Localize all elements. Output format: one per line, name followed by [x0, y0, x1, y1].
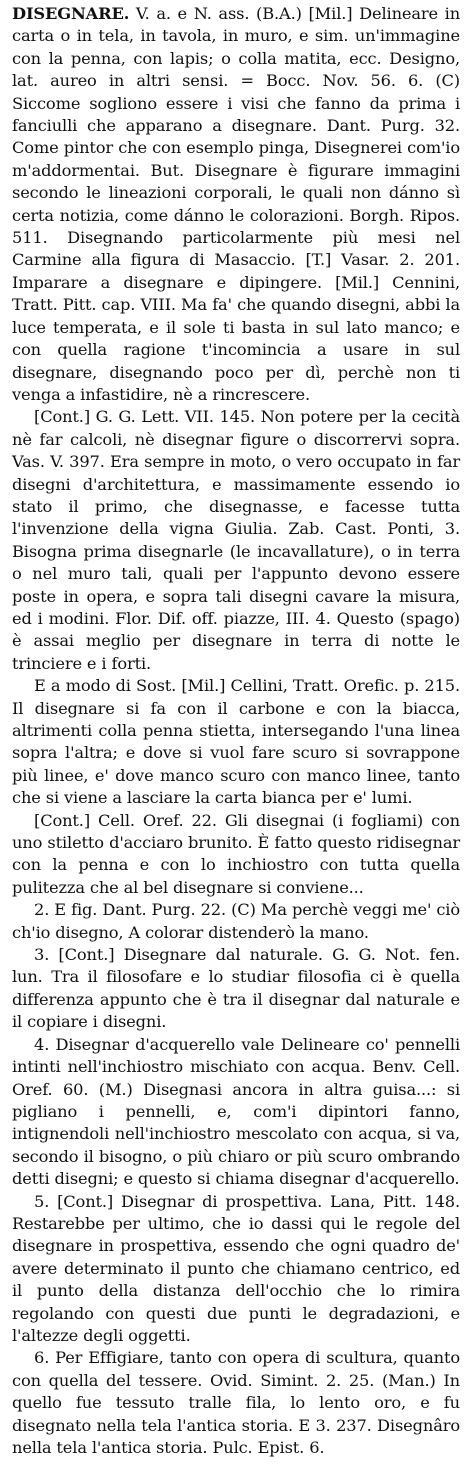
sense-4-paragraph: 4. Disegnar d'acquerello vale Delineare co' pennelli intinti nell'inchiostro mischiato con acqua. Benv. Cell. Oref. 60. (M.) Disegnasi ancora in altra guisa...: si pigliano i pennelli, e, com'i dipintori fanno, intignendoli nell'inchiostro mescolato con acqua, si va, secondo il bisogno, o più chiaro or più scuro ombrando detti disegni; e questo si chiama disegnar d'acquerello. — [12, 1034, 460, 1189]
entry-main-paragraph — [12, 3, 460, 406]
sense-6-paragraph: 6. Per Effigiare, tanto con opera di scultura, quanto con quella del tessere. Ovid. Simint. 2. 25. (Man.) In quello fue tessuto tralle fila, lo lento oro, e fu disegnato nella tela l'antica storia. E 3. 237. Disegnâro nella tela l'antica storia. Pulc. Epist. 6. — [12, 1348, 460, 1457]
paragraph-cont-2: [Cont.] Cell. Oref. 22. Gli disegnai (i fogliami) con uno stiletto d'acciaro brunito. È fatto questo ridisegnar con la penna e con lo inchiostro con tutta quella pulitezza che al bel disegnare si conviene... — [12, 810, 460, 897]
sense-5-paragraph: 5. [Cont.] Disegnar di prospettiva. Lana, Pitt. 148. Restarebbe per ultimo, che io dassi qui le regole del disegnare in prospettiva, essendo che ogni quadro de' avere determinato il punto che chiamano centrico, ed il punto della distanza dell'occhio che lo rimira regolando con questi due punti le degradazioni, e l'altezze degli oggetti. — [12, 1191, 460, 1345]
paragraph-cont-1: [Cont.] G. G. Lett. VII. 145. Non potere per la cecità nè far calcoli, nè disegnar figure o discorrervi sopra. Vas. V. 397. Era sempre in moto, o vero occupato in far disegni d'architettura, e massimamente essendo io stato il primo, che disegnasse, e facesse tutta l'invenzione della vigna Giulia. Zab. Cast. Ponti, 3. Bisogna prima disegnarle (le incavallature), o in terra o nel muro tali, quali per l'appunto devono essere poste in opera, e sopra tali disegni cavare la misura, ed i modini. Flor. Dif. off. piazze, III. 4. Questo (spago) è assai meglio per disegnare in terra di notte le trinciere e i forti. — [12, 407, 460, 673]
paragraph-sost: E a modo di Sost. [Mil.] Cellini, Tratt. Orefic. p. 215. Il disegnare si fa con il carbone e con la biacca, altrimenti colla penna stietta, intersegando l'una linea sopra l'altra; e dove si vuol fare scuro si sovrappone più linee, e' dove manco scuro con manco linee, tanto che si viene a lasciare la carta bianca per e' lumi. — [12, 676, 460, 808]
sense-2-paragraph: 2. E fig. Dant. Purg. 22. (C) Ma perchè veggi me' ciò ch'io disegno, A colorar distenderò la mano. — [12, 900, 460, 942]
headword: DISEGNARE. — [12, 4, 130, 23]
sense-3-paragraph: 3. [Cont.] Disegnare dal naturale. G. G. Not. fen. lun. Tra il filosofare e lo studiar filosofia ci è quella differenza appunto che è tra il disegnar dal naturale e il copiare i disegni. — [12, 945, 460, 1032]
entry-definition-text: V. a. e N. ass. (B.A.) [Mil.] Delineare in carta o in tela, in tavola, in muro, e sim. un'immagine con la penna, con lapis; o colla matita, ecc. Designo, lat. aureo in altri sensi. = Bocc. Nov. 56. 6. (C) Siccome sogliono essere i visi che fanno da prima i fanciulli che apparano a disegnare. Dant. Purg. 32. Come pintor che con esemplo pinga, Disegnerei com'io m'addormentai. But. Disegnare è figurare immagini secondo le lineazioni corporali, le quali non dánno sì certa notizia, come dánno le colorazioni. Borgh. Ripos. 511. Disegnando particolarmente più mesi nel Carmine alla figura di Masaccio. [T.] Vasar. 2. 201. Imparare a disegnare e dipingere. [Mil.] Cennini, Tratt. Pitt. cap. VIII. Ma fa' che quando disegni, abbi la luce temperata, e il sole ti basta in sul lato manco; e con quella ragione t'incomincia a usare in sul disegnare, disegnando poco per dì, perchè non ti venga a infastidire, nè a rincrescere. — [12, 4, 461, 404]
